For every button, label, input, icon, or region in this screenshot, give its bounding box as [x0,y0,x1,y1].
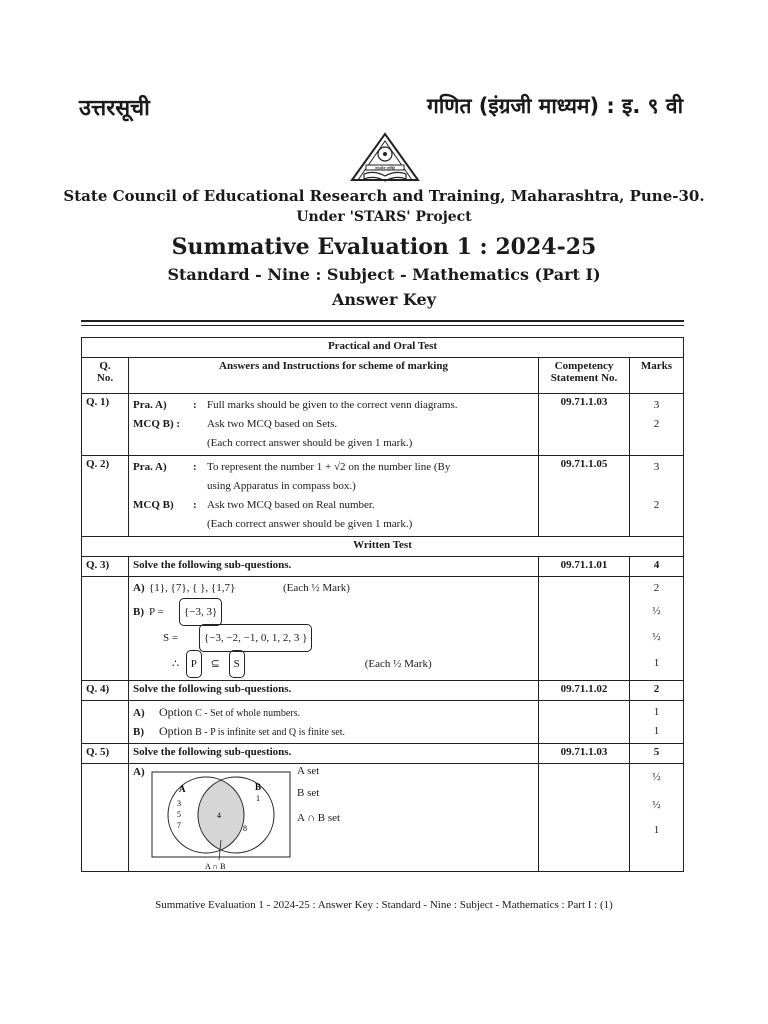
head-comp2: Statement No. [550,372,618,384]
subject-line: Standard - Nine : Subject - Mathematics (Part I) [167,265,601,284]
q4-b-word: Option [159,724,193,738]
table-row [82,577,684,681]
q2-l1d: using Apparatus in compass box.) [207,480,356,492]
venn-a-only-1: 5 [177,810,181,819]
q2-no: Q. 2) [82,456,129,537]
table-row [82,681,684,701]
header-left-title: उत्तरसूची [79,96,150,121]
q2-l2b: : [193,499,197,511]
divider-thick [81,320,684,322]
q2-l2a: MCQ B) [133,499,174,511]
venn-b-only-1: 8 [243,824,247,833]
q2-m2: 2 [653,499,660,511]
exam-title: Summative Evaluation 1 : 2024-25 [171,234,597,260]
q3-p-label: P = [149,606,164,618]
head-q: Q. [99,360,111,372]
q1-code: 09.71.1.03 [539,394,630,456]
q4-code: 09.71.1.02 [539,681,630,701]
q3-subset: ⊆ [210,658,220,670]
q1-l2c: Ask two MCQ based on Sets. [207,418,338,430]
answer-key-table [81,337,684,872]
venn-a-only-2: 7 [177,821,181,830]
q5-m3: 1 [653,824,660,836]
q2-sqrt: √2 [334,461,346,473]
q4-b-label: B) [133,726,144,738]
org-name: State Council of Educational Research and Training, Maharashtra, Pune-30. [63,187,705,205]
q2-l1c2: on the number line (By [345,461,451,473]
q3-code: 09.71.1.01 [539,557,630,577]
q5-ans1: A set [297,765,320,777]
q3-s-val: {−3, −2, −1, 0, 1, 2, 3 } [199,624,312,652]
q1-l3: (Each correct answer should be given 1 mark.) [207,437,413,449]
venn-label-a: A [179,784,186,794]
q3-no: Q. 3) [82,557,129,577]
q3-b-note: (Each ½ Mark) [364,658,432,670]
q5-no: Q. 5) [82,744,129,764]
table-row [82,744,684,764]
table-row [82,394,684,456]
head-answers: Answers and Instructions for scheme of marking [129,358,539,394]
q3-sub-p: P [186,650,202,678]
q2-code: 09.71.1.05 [539,456,630,537]
q3-m-a: 2 [653,582,660,594]
q3-m-b2: ½ [652,631,661,643]
venn-a-only-0: 3 [177,799,181,808]
q1-no: Q. 1) [82,394,129,456]
q5-a-label: A) [133,766,145,778]
page-footer: Summative Evaluation 1 - 2024-25 : Answer Key : Standard - Nine : Subject - Mathematics : Part I : (1) [155,899,613,911]
venn-b-only-0: 1 [256,794,260,803]
section-practical: Practical and Oral Test [82,338,684,358]
q4-total: 2 [630,681,684,701]
venn-label-b: B [255,782,262,792]
q5-m2: ½ [652,799,661,811]
q2-l2c: Ask two MCQ based on Real number. [207,499,375,511]
q3-sub-s: S [229,650,245,678]
q3-m-b3: 1 [653,657,660,669]
header-right-title: गणित (इंग्रजी माध्यम) : इ. ९ वी [427,94,684,118]
project-line: Under 'STARS' Project [296,209,472,225]
divider-thin [81,325,684,326]
head-comp1: Competency [554,360,614,372]
q5-ans2: B set [297,787,320,799]
venn-diagram [151,770,291,870]
q3-a-text: {1}, {7}, { }, {1,7} [149,582,236,594]
table-row [82,764,684,872]
q2-m1: 3 [653,461,660,473]
q5-m1: ½ [652,771,661,783]
q1-m2: 2 [653,418,660,430]
q1-l1c: Full marks should be given to the correct venn diagrams. [207,399,458,411]
q5-title: Solve the following sub-questions. [129,744,539,764]
q4-b-text: B - P is infinite set and Q is finite set. [195,727,345,738]
q3-b-label: B) [133,606,144,618]
table-row [82,456,684,537]
q3-m-b1: ½ [652,605,661,617]
q2-l1a: Pra. A) [133,461,167,473]
q3-therefore: ∴ [172,658,179,670]
q2-l1c1: To represent the number 1 + [207,461,335,473]
q1-l1b: : [193,399,197,411]
q3-total: 4 [630,557,684,577]
q3-title: Solve the following sub-questions. [129,557,539,577]
logo-motto: ज्ञानमेव शक्ति [375,165,395,171]
q4-a-word: Option [159,705,193,719]
q4-m-a: 1 [653,706,660,718]
q1-l2a: MCQ B) : [133,418,181,430]
venn-caption: A ∩ B [205,862,226,870]
q1-l1a: Pra. A) [133,399,167,411]
head-marks: Marks [630,358,684,394]
q5-code: 09.71.1.03 [539,744,630,764]
q3-a-label: A) [133,582,145,594]
section-written: Written Test [82,537,684,557]
q4-no: Q. 4) [82,681,129,701]
q4-title: Solve the following sub-questions. [129,681,539,701]
q4-a-text: C - Set of whole numbers. [195,708,301,719]
q3-p-val: {−3, 3} [179,598,222,626]
table-row [82,701,684,744]
scert-logo-icon [344,130,426,186]
venn-both: 4 [217,811,221,820]
q3-s-label: S = [163,632,179,644]
q4-a-label: A) [133,707,145,719]
head-no: No. [96,372,114,384]
q2-l3: (Each correct answer should be given 1 mark.) [207,518,413,530]
q4-m-b: 1 [653,725,660,737]
q2-l1b: : [193,461,197,473]
q1-m1: 3 [653,399,660,411]
doc-type: Answer Key [331,290,437,309]
q5-ans3: A ∩ B set [297,812,341,824]
table-row [82,557,684,577]
q5-total: 5 [630,744,684,764]
q3-a-note: (Each ½ Mark) [283,582,350,594]
table-header-row [82,358,684,394]
